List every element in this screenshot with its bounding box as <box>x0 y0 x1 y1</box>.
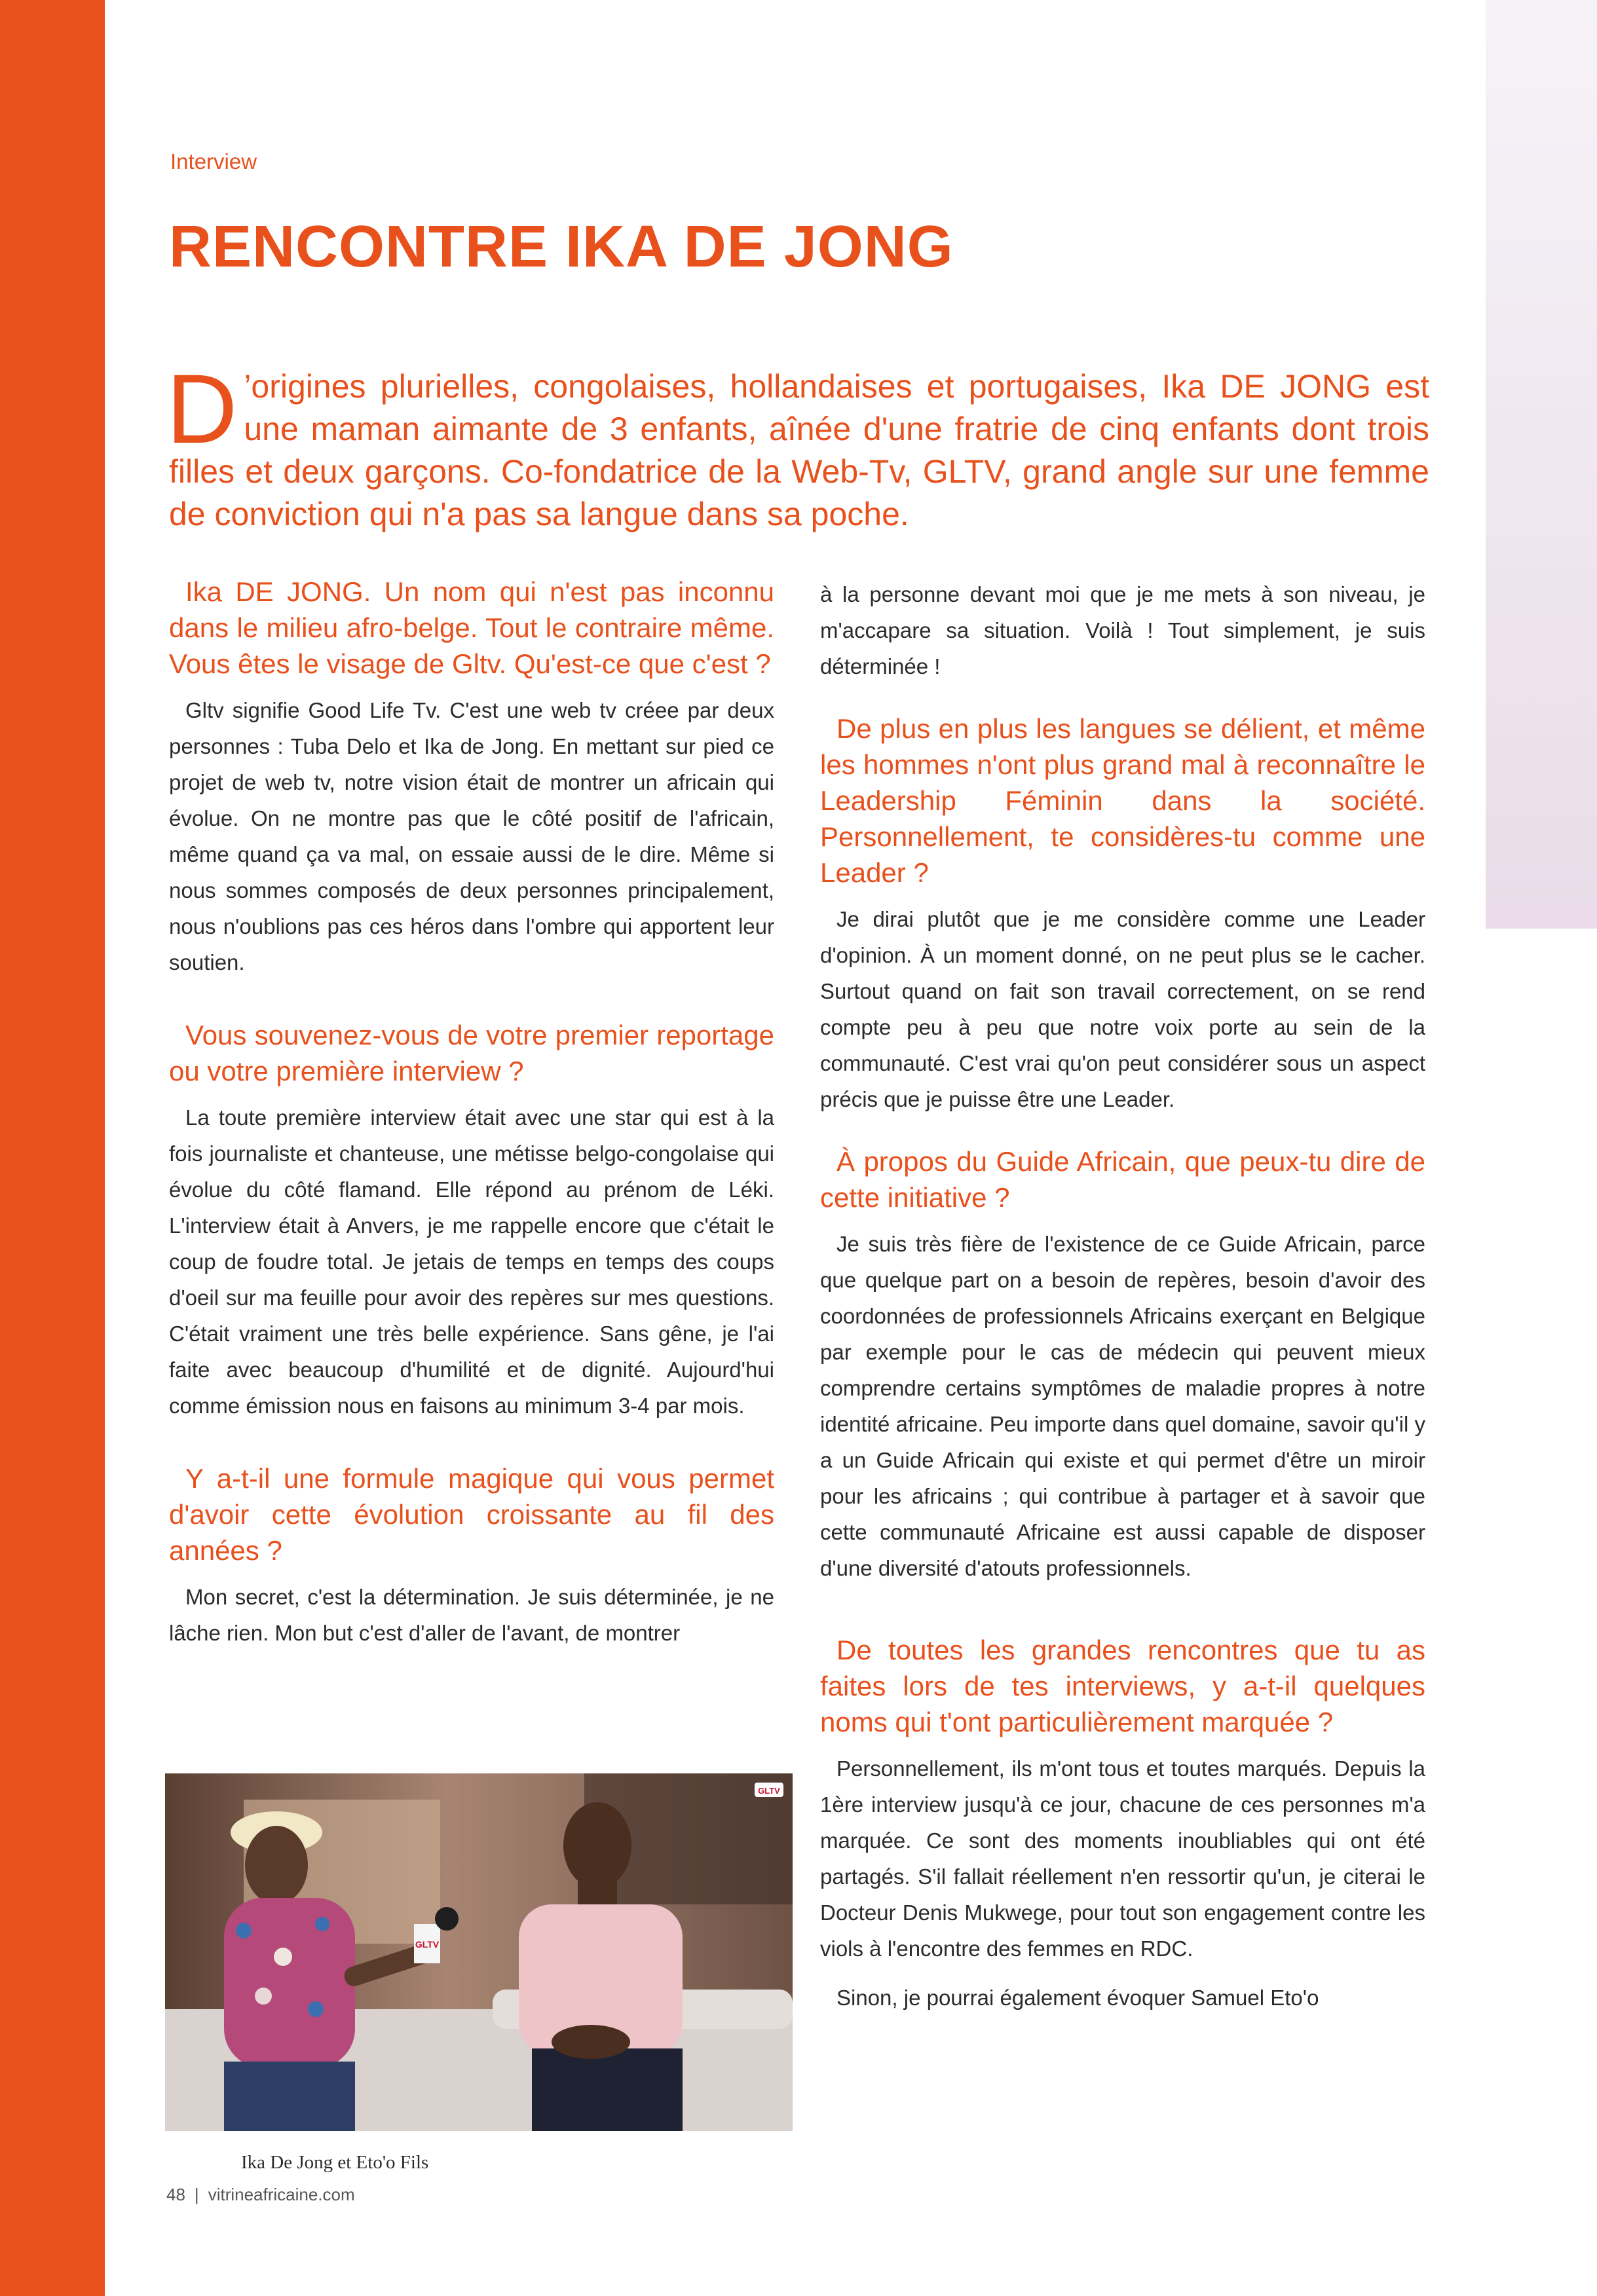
question-6: De toutes les grandes rencontres que tu as faites lors de tes interviews, y a-t-il quelques noms qui t'ont particulièrement marquée ? <box>820 1635 1425 1737</box>
mic-flag-text: GLTV <box>415 1939 440 1950</box>
right-edge-strip <box>1486 0 1597 929</box>
question-5: À propos du Guide Africain, que peux-tu dire de cette initiative ? <box>820 1146 1425 1213</box>
question-2: Vous souvenez-vous de votre premier reportage ou votre première interview ? <box>169 1020 774 1086</box>
answer-4: Je dirai plutôt que je me considère comme une Leader d'opinion. À un moment donné, on ne peut plus se le cacher. Surtout quand on fait son travail correctement, on se rend compte peu à peu que notre voix porte au sein de la communauté. C'est vrai qu'on peut considérer sous un aspect précis que je puisse être une Leader. <box>820 907 1425 1111</box>
question-3: Y a-t-il une formule magique qui vous permet d'avoir cette évolution croissante au fil des années ? <box>169 1463 774 1566</box>
left-column <box>169 574 774 1688</box>
answer-1: Gltv signifie Good Life Tv. C'est une web tv créee par deux personnes : Tuba Delo et Ika de Jong. En mettant sur pied ce projet de web tv, notre vision était de montrer un africain qui évolue. On ne montre pas que le côté positif de l'africain, même quand ça va mal, on essaie aussi de le dire. Même si nous sommes composés de deux personnes principalement, nous n'oublions pas ces héros dans l'ombre qui apportent leur soutien. <box>169 698 774 974</box>
answer-6: Personnellement, ils m'ont tous et toutes marqués. Depuis la 1ère interview jusqu'à ce jour, chacune de ces personnes m'a marquée. Ce sont des moments inoubliables qui ont été partagés. S'il fallait réellement n'en ressortir qu'un, je citerai le Docteur Denis Mukwege, pour tout son engagement contre les viols à l'encontre des femmes en RDC. <box>820 1756 1425 1961</box>
question-4: De plus en plus les langues se délient, et même les hommes n'ont plus grand mal à reconnaître le Leadership Féminin dans la société. Personnellement, te considères-tu comme une Leader ? <box>820 713 1425 888</box>
answer-5: Je suis très fière de l'existence de ce Guide Africain, parce que quelque part on a besoin de repères, besoin d'avoir des coordonnées de professionnels Africains exerçant en Belgique par exemple pour le cas de médecin qui peuvent mieux comprendre certains symptômes de maladie propres à notre identité africaine. Peu importe dans quel domaine, savoir qu'il y a un Guide Africain qui existe et qui permet d'être un miroir pour les africains ; qui contribue à partager et à savoir que cette communauté Africaine est aussi capable de disposer d'une diversité d'atouts professionnels. <box>820 1232 1425 1580</box>
answer-7: Sinon, je pourrai également évoquer Samuel Eto'o <box>836 1986 1319 2010</box>
photo-caption: Ika De Jong et Eto'o Fils <box>241 2152 429 2173</box>
left-accent-bar <box>0 0 105 2296</box>
answer-3-continued: à la personne devant moi que je me mets à son niveau, je m'accapare sa situation. Voilà ! Tout simplement, je suis déterminée ! <box>820 582 1425 678</box>
question-1: Ika DE JONG. Un nom qui n'est pas inconnu dans le milieu afro-belge. Tout le contraire même. Vous êtes le visage de Gltv. Qu'est-ce que c'est ? <box>169 576 774 679</box>
website-link[interactable]: vitrineafricaine.com <box>208 2185 355 2204</box>
section-label: Interview <box>170 149 257 174</box>
interview-scene <box>165 1773 793 2131</box>
page-title: RENCONTRE IKA DE JONG <box>169 214 954 280</box>
page-number: 48 <box>166 2185 185 2204</box>
page-footer <box>166 2185 355 2205</box>
right-column <box>820 576 1425 2052</box>
intro-text: ’origines plurielles, congolaises, hollandaises et portugaises, Ika DE JONG est une maman aimante de 3 enfants, aînée d'une fratrie de cinq enfants dont trois filles et deux garçons. Co-fondatrice de la Web-Tv, GLTV, grand angle sur une femme de conviction qui n'a pas sa langue dans sa poche. <box>169 368 1429 532</box>
answer-2: La toute première interview était avec une star qui est à la fois journaliste et chanteuse, une métisse belgo-congolaise qui évolue du côté flamand. Elle répond au prénom de Léki. L'interview était à Anvers, je me rappelle encore que c'était le coup de foudre total. Je jetais de temps en temps des coups d'oeil sur ma feuille pour avoir des repères sur mes questions. C'était vraiment une très belle expérience. Sans gêne, je l'ai faite avec beaucoup d'humilité et de dignité. Aujourd'hui comme émission nous en faisons au minimum 3-4 par mois. <box>169 1105 774 1418</box>
drop-cap: D <box>166 354 238 464</box>
intro-paragraph <box>166 354 1429 536</box>
interview-photo <box>165 1773 793 2131</box>
footer-separator: | <box>194 2185 199 2204</box>
answer-3: Mon secret, c'est la détermination. Je suis déterminée, je ne lâche rien. Mon but c'est d'aller de l'avant, de montrer <box>169 1585 774 1645</box>
gltv-logo: GLTV <box>758 1786 780 1796</box>
